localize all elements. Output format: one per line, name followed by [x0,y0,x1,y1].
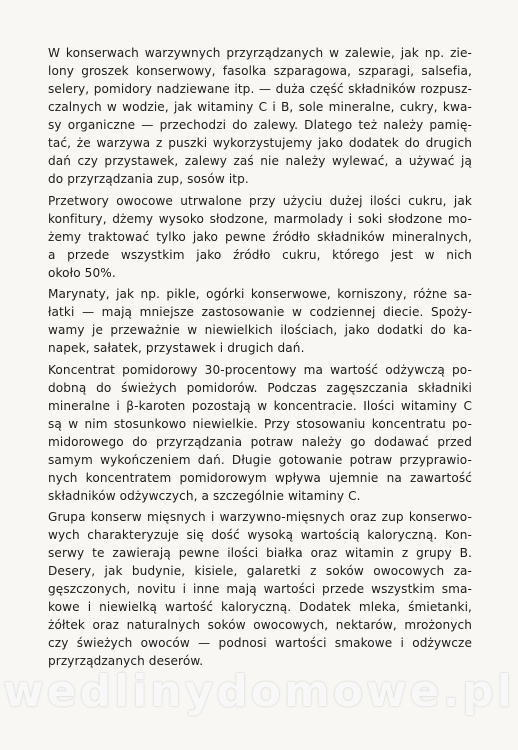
text-line: wych charakteryzuje się dość wysoką wartością kaloryczną. Kon- [48,528,472,542]
text-line: Marynaty, jak np. pikle, ogórki konserwowe, korniszony, różne sa- [48,287,472,301]
text-line: dobną do świeżych pomidorów. Podczas zagęszczania składniki [48,380,472,395]
text-line: mineralne i β-karoten pozostają w koncentracie. Ilości witaminy C [48,398,472,413]
text-line: gęszczonych, novitu i inne mają wartości przede wszystkim sma- [48,582,472,596]
paragraph-canned-meat-desserts [48,508,472,670]
text-line: czy świeżych owoców — podnosi wartości smakowe i odżywcze [48,636,472,650]
text-line: wamy je przeważnie w niewielkich ilościach, jako dodatki do ka- [48,323,472,337]
text-line: tać, że warzywa z puszki wykorzystujemy jako dodatek do drugich [48,136,472,150]
site-watermark: wedlinydomowe.pl [3,666,515,717]
text-line: Desery, jak budynie, kisiele, galaretki z soków owocowych za- [48,564,472,578]
text-line: Przetwory owocowe utrwalone przy użyciu dużej ilości cukru, jak [48,193,472,208]
text-line: dań czy przystawek, zalewy zaś nie należy wylewać, a używać ją [48,154,472,168]
text-line: a przede wszystkim jako źródło cukru, którego jest w nich [48,247,472,262]
text-line: napek, sałatek, przystawek i drugich dań. [48,341,305,355]
text-line: składników odżywczych, a szczególnie witaminy C. [48,488,361,503]
text-line: samym wykończeniem dań. Długie gotowanie potraw przyprawio- [48,452,472,467]
text-line: Koncentrat pomidorowy 30-procentowy ma wartość odżywczą po- [48,362,472,377]
paragraph-tomato-concentrate [48,361,472,505]
text-line: żółtek oraz naturalnych soków owocowych, nektarów, mrożonych [48,618,472,632]
text-line: midorowego do przyrządzania potraw należy go dodawać przed [48,434,472,449]
text-line: serwy te zawierają pewne ilości białka oraz witamin z grupy B. [48,546,472,560]
paragraph-canned-vegetables [48,44,472,188]
text-line: sy organiczne — przechodzi do zalewy. Dlatego też należy pamię- [48,118,472,132]
text-line: konfitury, dżemy wysoko słodzone, marmolady i soki słodzone mo- [48,211,472,226]
text-line: przyrządzanych deserów. [48,654,204,668]
text-line: do przyrządzania zup, sosów itp. [48,172,249,186]
text-line: nych koncentratem pomidorowym wpływa ujemnie na zawartość [48,470,472,485]
text-line: żemy traktować tylko jako pewne źródło składników mineralnych, [48,229,472,244]
page-body-text [48,44,472,674]
text-line: lony groszek konserwowy, fasolka szparagowa, szparagi, salsefia, [48,64,472,78]
text-line: około 50%. [48,265,116,280]
text-line: selery, pomidory nadziewane itp. — duża część składników rozpusz- [48,82,472,96]
text-line: kowe i niewielką wartość kaloryczną. Dodatek mleka, śmietanki, [48,600,472,614]
paragraph-fruit-preserves [48,192,472,282]
text-line: są w nim stosunkowo niewielkie. Przy stosowaniu koncentratu po- [48,416,472,431]
text-line: czalnych w wodzie, jak witaminy C i B, sole mineralne, cukry, kwa- [48,100,472,114]
text-line: W konserwach warzywnych przyrządzanych w zalewie, jak np. zie- [48,46,472,60]
text-line: Grupa konserw mięsnych i warzywno-mięsnych oraz zup konserwo- [48,510,472,524]
text-line: łatki — mają mniejsze zastosowanie w codziennej diecie. Spoży- [48,305,472,319]
paragraph-marinades [48,285,472,357]
